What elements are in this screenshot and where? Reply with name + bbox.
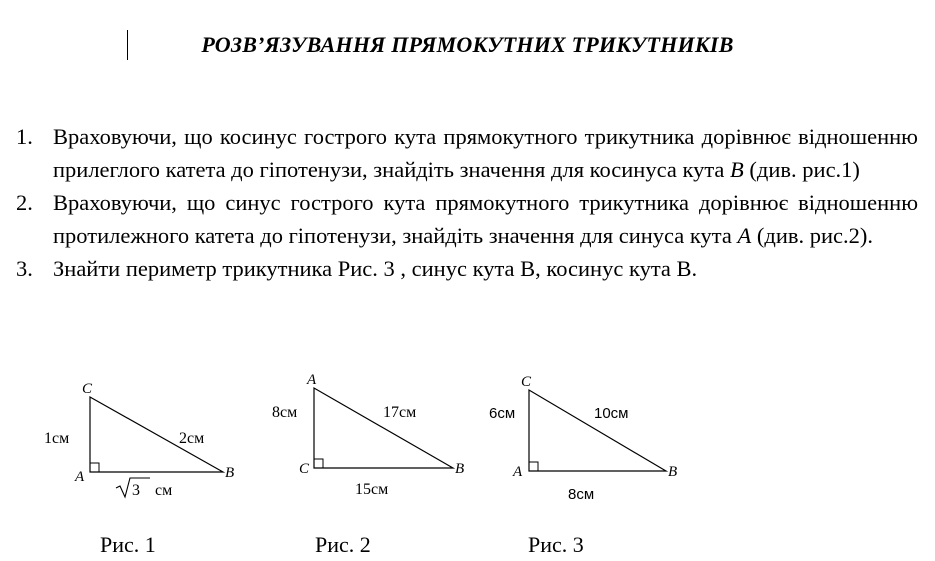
side-label: 6см	[489, 405, 516, 422]
triangle-3	[529, 390, 666, 471]
task-list	[16, 120, 918, 285]
figure-caption: Рис. 3	[528, 532, 584, 557]
vertex-label: C	[521, 374, 532, 390]
triangle-2	[314, 388, 453, 468]
task-text-main: Враховуючи, що синус гострого кута прямокутного трикутника дорівнює відношенню протилежного катета до гіпотенузи, знайдіть значення для синуса кута	[53, 190, 918, 248]
task-text-main: Знайти периметр трикутника Рис. 3 , синус кута В, косинус кута В.	[53, 256, 698, 281]
side-label: 8см	[272, 404, 298, 421]
side-label: 1см	[44, 430, 70, 447]
angle-variable: B	[730, 157, 744, 182]
vertex-label: B	[225, 465, 235, 481]
radicand: 3	[132, 482, 140, 499]
vertex-label: C	[299, 461, 310, 477]
task-item	[16, 186, 918, 252]
sqrt-label	[116, 478, 172, 499]
side-label: 15см	[355, 481, 389, 498]
vertex-label: B	[455, 461, 465, 477]
vertex-label: A	[513, 464, 523, 480]
triangle-figures	[0, 360, 935, 561]
task-item	[16, 252, 918, 285]
task-text	[53, 186, 918, 252]
right-angle-mark	[529, 462, 538, 471]
figure-caption: Рис. 1	[100, 532, 156, 557]
task-text-tail: (див. рис.1)	[743, 157, 860, 182]
task-text	[53, 120, 918, 186]
side-label: 17см	[383, 404, 417, 421]
figure-2	[272, 372, 464, 557]
vertex-label: A	[75, 469, 85, 485]
figure-caption: Рис. 2	[315, 532, 371, 557]
side-label: 8см	[568, 486, 595, 503]
angle-variable: A	[737, 223, 752, 248]
side-label: 2см	[179, 430, 205, 447]
figure-1	[44, 381, 234, 557]
side-label-unit: см	[155, 482, 173, 499]
right-angle-mark	[314, 459, 323, 468]
task-item	[16, 120, 918, 186]
right-angle-mark	[90, 463, 99, 472]
figure-3	[489, 374, 677, 557]
side-label: 10см	[594, 405, 629, 422]
task-text-tail: (див. рис.2).	[751, 223, 874, 248]
task-number: 1.	[16, 124, 33, 149]
task-text	[53, 252, 918, 285]
page-title: РОЗВ’ЯЗУВАННЯ ПРЯМОКУТНИХ ТРИКУТНИКІВ	[201, 32, 734, 57]
vertex-label: B	[668, 464, 678, 480]
vertex-label: A	[307, 372, 317, 388]
task-number: 3.	[16, 256, 33, 281]
vertex-label: C	[82, 381, 93, 397]
task-text-main: Враховуючи, що косинус гострого кута прямокутного трикутника дорівнює відношенню прилеглого катета до гіпотенузи, знайдіть значення для косинуса кута	[53, 124, 918, 182]
task-number: 2.	[16, 190, 33, 215]
